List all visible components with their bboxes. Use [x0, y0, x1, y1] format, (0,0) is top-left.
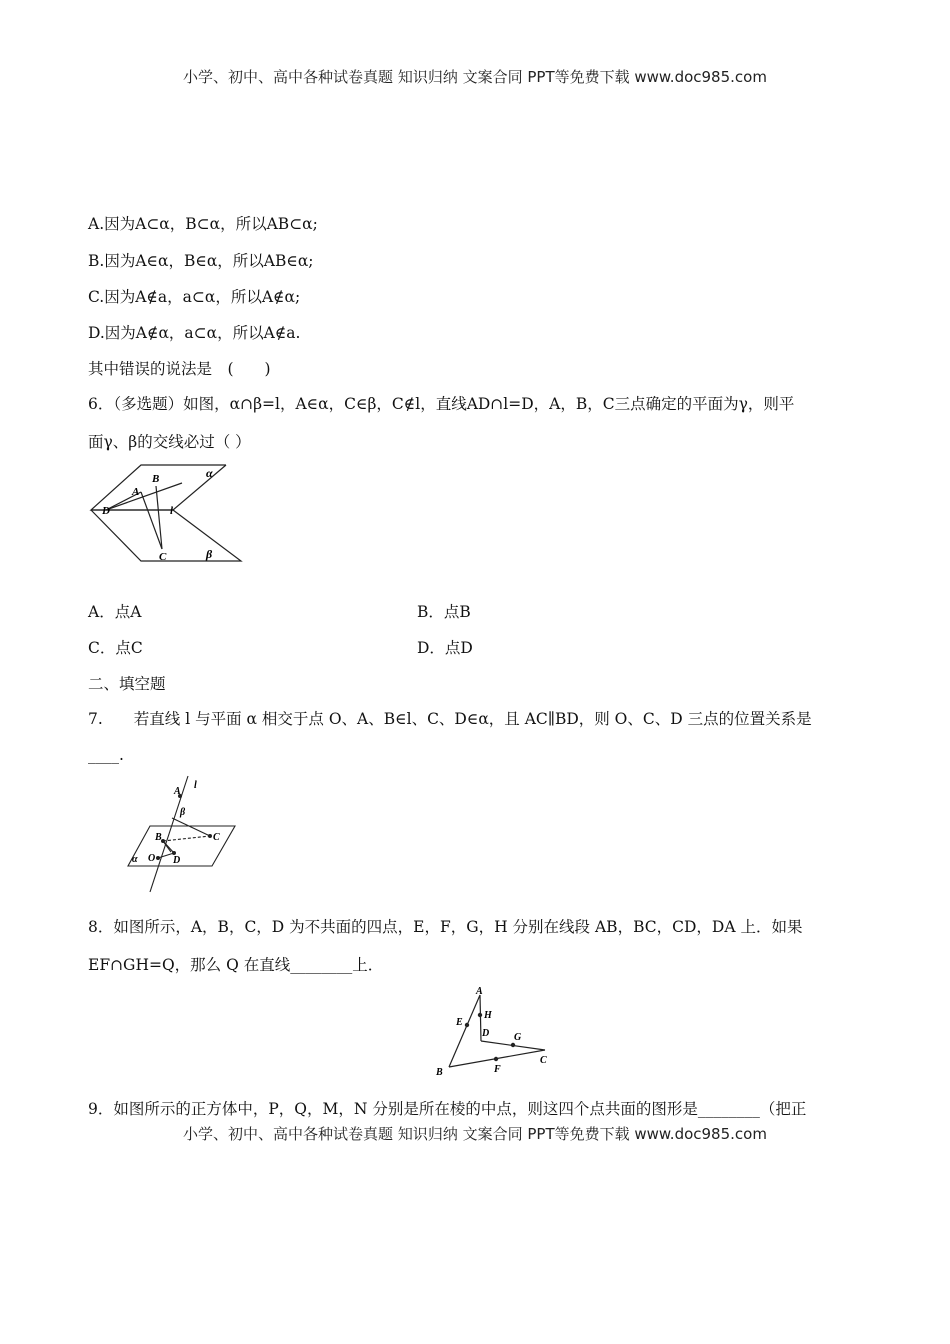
label-alpha: α	[132, 854, 138, 865]
q7-figure	[124, 774, 240, 894]
q5-option-c: C.因为A∉a，a⊂α，所以A∉α;	[88, 288, 301, 306]
q9-text-line1: 9．如图所示的正方体中，P，Q，M，N 分别是所在棱的中点，则这四个点共面的图形是________（把正	[88, 1100, 807, 1118]
q8-text-line2: EF∩GH=Q，那么 Q 在直线________上．	[88, 956, 384, 974]
edge-a-b	[449, 995, 480, 1067]
label-beta: β	[206, 547, 213, 561]
q7-text-line1: 7. 若直线 l 与平面 α 相交于点 O、A、B∈l、C、D∈α，且 AC∥BD，则 O、C、D 三点的位置关系是	[88, 710, 812, 728]
label-b: B	[152, 473, 160, 485]
q6-text-line1: 6．（多选题）如图，α∩β=l，A∈α，C∈β，C∉l，直线AD∩l=D，A，B，C三点确定的平面为γ，则平	[88, 395, 795, 413]
label-l: l	[170, 505, 174, 517]
label-b: B	[436, 1067, 443, 1078]
q5-stem: 其中错误的说法是 ( )	[88, 360, 271, 378]
q6-figure	[86, 462, 246, 570]
q6-option-c: C．点C	[88, 639, 143, 657]
label-g: G	[514, 1032, 522, 1043]
dashed-b-c	[163, 836, 210, 841]
label-d: D	[482, 1028, 490, 1039]
label-c: C	[159, 551, 167, 563]
q5-option-b: B.因为A∈α，B∈α，所以AB∈α;	[88, 252, 314, 270]
q7-text-line2: ____.	[88, 746, 124, 764]
label-a: A	[132, 486, 140, 498]
q6-option-b: B．点B	[417, 603, 471, 621]
label-f: F	[494, 1064, 501, 1075]
label-h: H	[484, 1010, 492, 1021]
label-d: D	[173, 855, 181, 866]
q8-text-line1: 8．如图所示，A，B，C，D 为不共面的四点，E，F，G，H 分别在线段 AB，BC，CD，DA 上．如果	[88, 918, 803, 936]
q5-option-d: D.因为A∉α，a⊂α，所以A∉a.	[88, 324, 301, 342]
label-d: D	[102, 505, 110, 517]
section-title: 二、填空题	[88, 675, 166, 693]
label-beta: β	[180, 807, 186, 818]
edge-d-a	[480, 995, 481, 1041]
label-c: C	[540, 1055, 547, 1066]
label-e: E	[456, 1017, 463, 1028]
label-l: l	[194, 780, 197, 791]
q6-option-d: D．点D	[417, 639, 473, 657]
page-header: 小学、初中、高中各种试卷真题 知识归纳 文案合同 PPT等免费下载 www.doc985.com	[183, 68, 767, 86]
q6-text-line2: 面γ、β的交线必过（ ）	[88, 433, 251, 451]
label-o: O	[148, 853, 156, 864]
label-c: C	[213, 832, 220, 843]
q5-option-a: A.因为A⊂α，B⊂α，所以AB⊂α;	[88, 215, 318, 233]
page-footer: 小学、初中、高中各种试卷真题 知识归纳 文案合同 PPT等免费下载 www.doc985.com	[183, 1125, 767, 1143]
line-a-c	[172, 818, 210, 836]
q6-option-a: A．点A	[88, 603, 142, 621]
label-a: A	[174, 786, 181, 797]
label-b: B	[155, 832, 162, 843]
label-a: A	[476, 986, 483, 997]
q8-figure	[430, 983, 555, 1078]
label-alpha: α	[206, 466, 213, 480]
